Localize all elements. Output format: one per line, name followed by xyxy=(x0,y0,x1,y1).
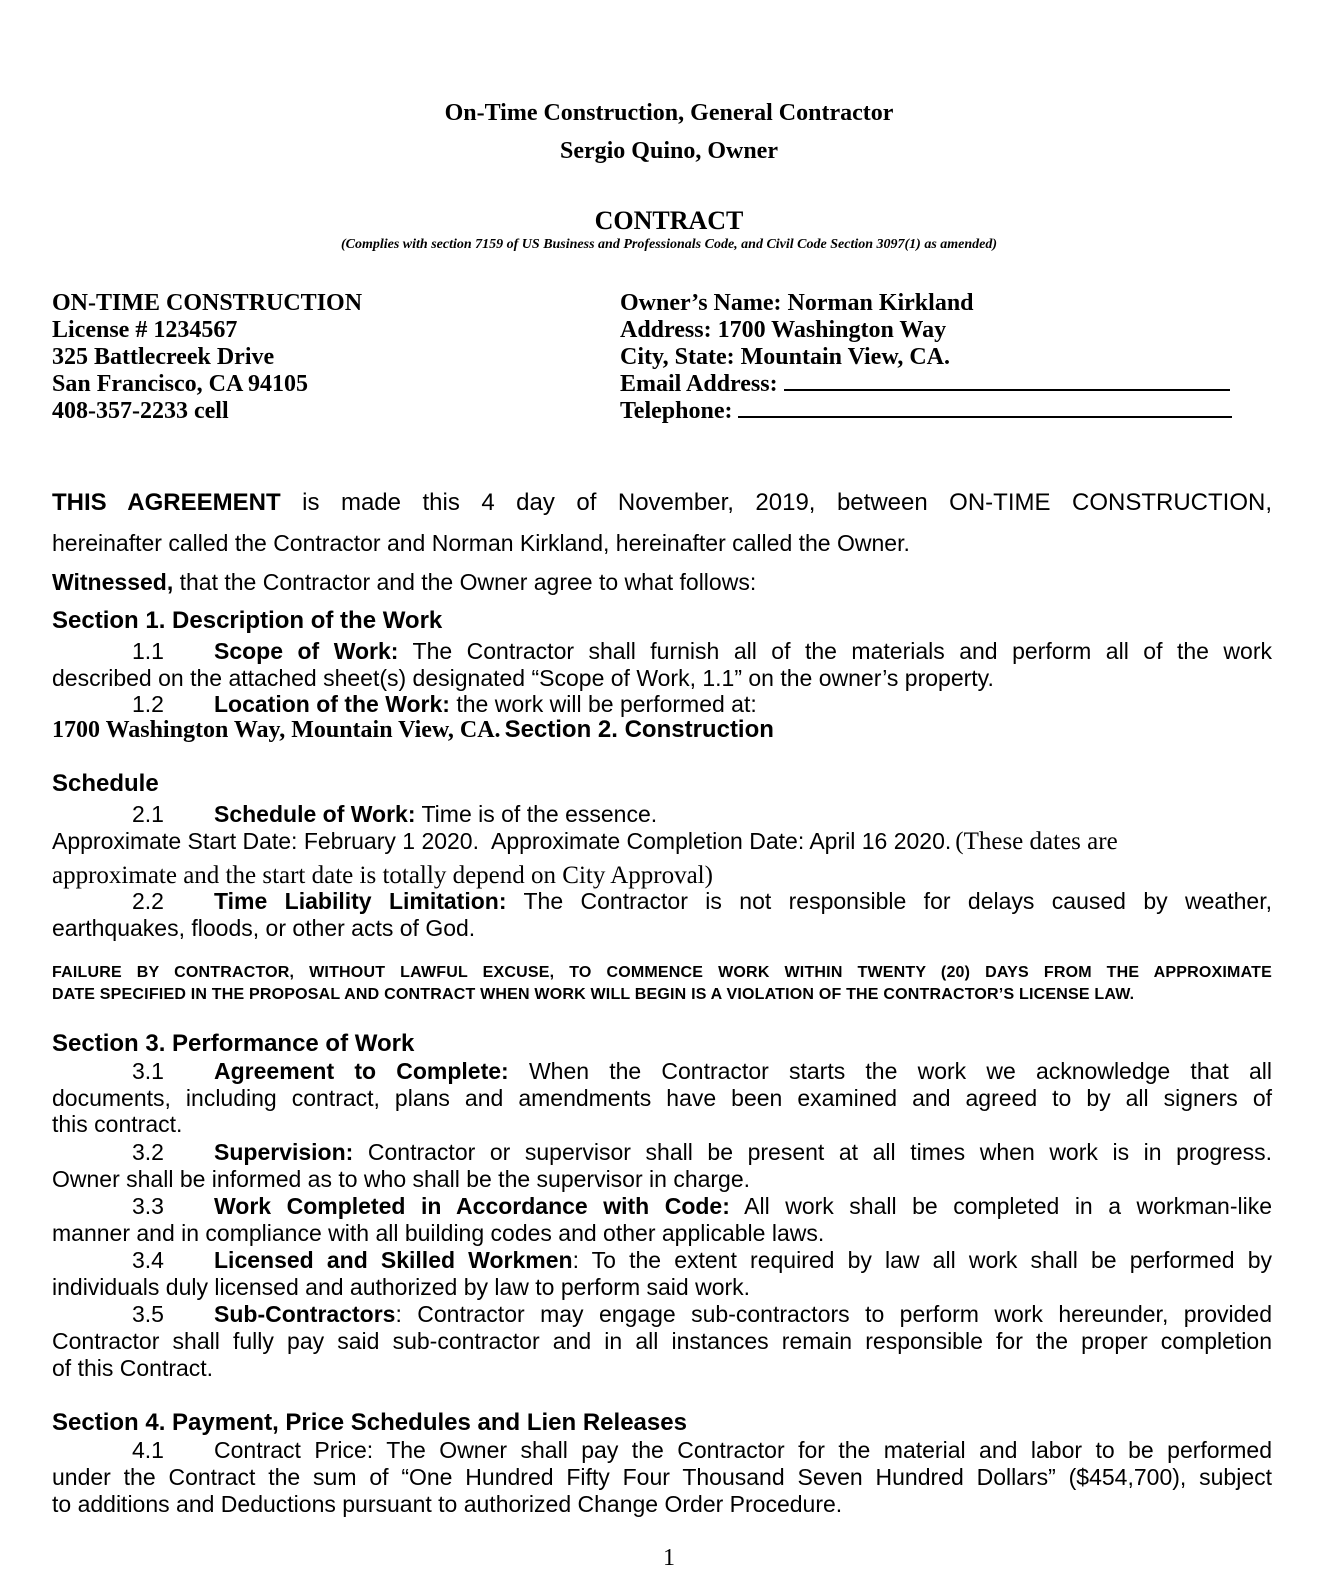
item-3-3-title: Work Completed in Accordance with Code: xyxy=(214,1193,730,1219)
item-4-1-text: Contract Price: The Owner shall pay the Contractor for the material and labor to be performed xyxy=(214,1437,1272,1463)
dates-note-start: (These dates are xyxy=(955,828,1118,855)
agreement-lead: THIS AGREEMENT xyxy=(52,489,281,516)
item-3-3-line-2: manner and in compliance with all building codes and other applicable laws. xyxy=(52,1220,825,1246)
item-3-1-line-1 xyxy=(52,1058,1272,1085)
agreement-line-1-text: is made this 4 day of November, 2019, between ON-TIME CONSTRUCTION, xyxy=(302,489,1272,516)
section-3-heading: Section 3. Performance of Work xyxy=(52,1030,415,1057)
item-2-1-text: Time is of the essence. xyxy=(421,801,658,827)
witnessed-lead: Witnessed, xyxy=(52,569,174,595)
owner-phone-label: Telephone: xyxy=(620,398,733,424)
item-2-1-line xyxy=(52,801,1272,828)
contractor-license: License # 1234567 xyxy=(52,317,238,343)
item-1-2-title: Location of the Work: xyxy=(214,691,450,717)
item-3-1-title: Agreement to Complete: xyxy=(214,1058,509,1084)
agreement-line-1 xyxy=(52,488,1272,518)
item-2-2-line-2: earthquakes, floods, or other acts of God. xyxy=(52,915,476,941)
item-4-1-line-1 xyxy=(52,1437,1272,1464)
item-3-1-text: When the Contractor starts the work we acknowledge that all xyxy=(528,1058,1273,1084)
contractor-phone: 408-357-2233 cell xyxy=(52,398,229,424)
work-location-line xyxy=(52,716,1272,747)
item-2-2-number: 2.2 xyxy=(132,888,164,914)
item-4-1-line-3: to additions and Deductions pursuant to authorized Change Order Procedure. xyxy=(52,1491,843,1517)
item-1-1-title: Scope of Work: xyxy=(214,638,399,664)
item-3-2-number: 3.2 xyxy=(132,1139,164,1165)
item-3-2-title: Supervision: xyxy=(214,1139,354,1165)
owner-city-state: City, State: Mountain View, CA. xyxy=(620,344,950,370)
item-4-1-line-2: under the Contract the sum of “One Hundred Fifty Four Thousand Seven Hundred Dollars” ($454,700), subject xyxy=(52,1464,1272,1490)
item-3-1-line-2: documents, including contract, plans and amendments have been examined and agreed to by all signers of xyxy=(52,1085,1272,1111)
witnessed-text: that the Contractor and the Owner agree to what follows: xyxy=(179,569,757,595)
schedule-dates-line-2: approximate and the start date is totally depend on City Approval) xyxy=(52,862,713,889)
item-3-4-title: Licensed and Skilled Workmen xyxy=(214,1247,573,1273)
owner-phone-blank[interactable] xyxy=(738,416,1232,418)
item-3-3-line-1 xyxy=(52,1193,1272,1220)
item-2-2-line-1 xyxy=(52,888,1272,915)
item-3-2-line-1 xyxy=(52,1139,1272,1166)
item-2-1-title: Schedule of Work: xyxy=(214,801,416,827)
agreement-line-2: hereinafter called the Contractor and Norman Kirkland, hereinafter called the Owner. xyxy=(52,530,910,556)
item-1-2-number: 1.2 xyxy=(132,691,164,717)
item-3-2-text: Contractor or supervisor shall be present at all times when work is in progress. xyxy=(367,1139,1272,1165)
license-warning-line-2: DATE SPECIFIED IN THE PROPOSAL AND CONTRACT WHEN WORK WILL BEGIN IS A VIOLATION OF THE CONTRACTOR’S LICENSE LAW. xyxy=(52,986,1135,1003)
item-3-5-title: Sub-Contractors xyxy=(214,1301,396,1327)
item-1-1-number: 1.1 xyxy=(132,638,164,664)
contractor-name: ON-TIME CONSTRUCTION xyxy=(52,290,363,316)
owner-phone-row xyxy=(620,398,1260,425)
compliance-note: (Complies with section 7159 of US Business and Professionals Code, and Civil Code Section 3097(1) as amended) xyxy=(340,237,998,252)
item-2-2-text: The Contractor is not responsible for delays caused by weather, xyxy=(523,888,1272,914)
work-location-address: 1700 Washington Way, Mountain View, CA. xyxy=(52,717,501,743)
owner-email-row xyxy=(620,371,1260,398)
contractor-info xyxy=(52,290,362,425)
item-3-5-line-2: Contractor shall fully pay said sub-contractor and in all instances remain responsible for the proper completion xyxy=(52,1328,1272,1354)
owner-info xyxy=(620,290,1260,425)
item-3-4-text: : To the extent required by law all work shall be performed by xyxy=(572,1247,1272,1273)
item-3-3-number: 3.3 xyxy=(132,1193,164,1219)
item-1-1-line-2: described on the attached sheet(s) designated “Scope of Work, 1.1” on the owner’s property. xyxy=(52,665,994,691)
item-1-2-text: the work will be performed at: xyxy=(456,691,757,717)
item-2-1-number: 2.1 xyxy=(132,801,164,827)
start-date: Approximate Start Date: February 1 2020. xyxy=(52,828,479,854)
item-1-1-text: The Contractor shall furnish all of the materials and perform all of the work xyxy=(412,638,1272,664)
item-3-3-text: All work shall be completed in a workman-like xyxy=(744,1193,1273,1219)
page-number: 1 xyxy=(663,1545,675,1571)
completion-date: Approximate Completion Date: April 16 2020. xyxy=(491,828,952,854)
item-3-2-line-2: Owner shall be informed as to who shall be the supervisor in charge. xyxy=(52,1166,751,1192)
section-2-heading-part-2: Schedule xyxy=(52,770,159,797)
contractor-city: San Francisco, CA 94105 xyxy=(52,371,309,397)
owner-name: Owner’s Name: Norman Kirkland xyxy=(620,290,974,316)
company-heading: On-Time Construction, General Contractor xyxy=(444,100,894,126)
item-3-4-number: 3.4 xyxy=(132,1247,164,1273)
doc-title: CONTRACT xyxy=(594,206,744,235)
section-4-heading: Section 4. Payment, Price Schedules and Lien Releases xyxy=(52,1409,687,1436)
item-1-1-line-1 xyxy=(52,638,1272,665)
owner-address: Address: 1700 Washington Way xyxy=(620,317,947,343)
witnessed-line xyxy=(52,567,1272,597)
contractor-street: 325 Battlecreek Drive xyxy=(52,344,275,370)
item-3-5-line-1 xyxy=(52,1301,1272,1328)
item-3-4-line-1 xyxy=(52,1247,1272,1274)
item-1-2-line xyxy=(52,691,1272,718)
item-3-1-number: 3.1 xyxy=(132,1058,164,1084)
item-3-5-number: 3.5 xyxy=(132,1301,164,1327)
item-3-4-line-2: individuals duly licensed and authorized by law to perform said work. xyxy=(52,1274,751,1300)
item-2-2-title: Time Liability Limitation: xyxy=(214,888,507,914)
item-3-5-text: : Contractor may engage sub-contractors to perform work hereunder, provided xyxy=(395,1301,1272,1327)
owner-email-label: Email Address: xyxy=(620,371,778,397)
item-3-1-line-3: this contract. xyxy=(52,1111,183,1137)
item-4-1-number: 4.1 xyxy=(132,1437,164,1463)
owner-heading: Sergio Quino, Owner xyxy=(559,138,778,164)
section-2-heading-part-1: Section 2. Construction xyxy=(504,716,774,743)
owner-email-blank[interactable] xyxy=(784,389,1230,391)
section-1-heading: Section 1. Description of the Work xyxy=(52,607,443,634)
license-warning-line-1: FAILURE BY CONTRACTOR, WITHOUT LAWFUL EXCUSE, TO COMMENCE WORK WITHIN TWENTY (20) DAYS FROM THE APPROXIMATE xyxy=(52,964,1272,981)
schedule-dates-line-1 xyxy=(52,826,1272,860)
item-3-5-line-3: of this Contract. xyxy=(52,1355,214,1381)
